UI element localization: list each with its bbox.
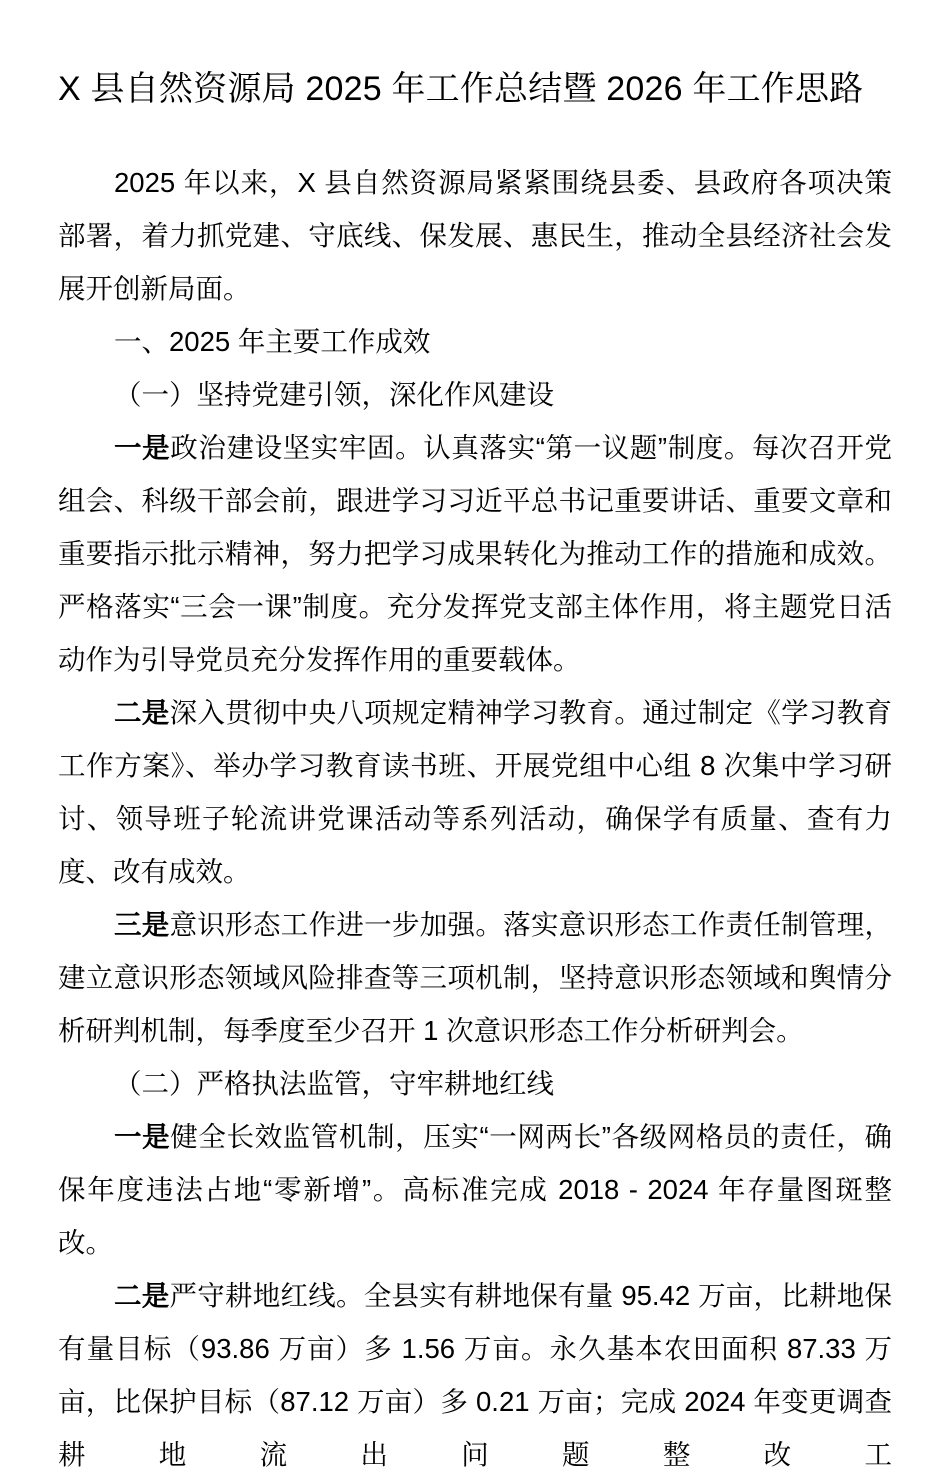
list-item-1-2-label: 二是 [114,697,170,728]
page-title: X 县自然资源局 2025 年工作总结暨 2026 年工作思路 [58,70,864,108]
list-item-2-1-label: 一是 [114,1121,171,1152]
list-item-2-2-text: 严守耕地红线。全县实有耕地保有量 95.42 万亩，比耕地保有量目标（93.86 万亩）多 1.56 万亩。永久基本农田面积 87.33 万亩，比保护目标（87.12 万亩）多 0.21 万亩；完成 2024 年变更调查耕地流出问题整改工 [58,1280,892,1470]
document-body [58,0,892,1481]
list-item-2-2 [58,1269,892,1481]
list-item-1-3-label: 三是 [114,909,170,940]
lead-paragraph: 2025 年以来，X 县自然资源局紧紧围绕县委、县政府各项决策部署，着力抓党建、守底线、保发展、惠民生，推动全县经济社会发展开创新局面。 [58,167,892,304]
section-heading-1: 一、2025 年主要工作成效 [114,326,431,357]
list-item-1-2 [58,686,892,898]
list-item-1-1-label: 一是 [114,432,171,463]
list-item-1-3 [58,898,892,1057]
list-item-2-2-label: 二是 [114,1280,170,1311]
list-item-1-2-text: 深入贯彻中央八项规定精神学习教育。通过制定《学习教育工作方案》、举办学习教育读书班、开展党组中心组 8 次集中学习研讨、领导班子轮流讲党课活动等系列活动，确保学有质量、查有力度、改有成效。 [58,697,892,887]
list-item-1-1 [58,421,892,686]
subsection-heading-1-1: （一）坚持党建引领，深化作风建设 [114,379,554,410]
subsection-heading-1-2: （二）严格执法监管，守牢耕地红线 [114,1068,554,1099]
list-item-2-1-text: 健全长效监管机制，压实“一网两长”各级网格员的责任，确保年度违法占地“零新增”。高标准完成 2018 - 2024 年存量图斑整改。 [58,1121,892,1258]
list-item-1-1-text: 政治建设坚实牢固。认真落实“第一议题”制度。每次召开党组会、科级干部会前，跟进学习习近平总书记重要讲话、重要文章和重要指示批示精神，努力把学习成果转化为推动工作的措施和成效。严格落实“三会一课”制度。充分发挥党支部主体作用，将主题党日活动作为引导党员充分发挥作用的重要载体。 [58,432,892,675]
list-item-1-3-text: 意识形态工作进一步加强。落实意识形态工作责任制管理，建立意识形态领域风险排查等三项机制，坚持意识形态领域和舆情分析研判机制，每季度至少召开 1 次意识形态工作分析研判会。 [58,909,892,1046]
list-item-2-1 [58,1110,892,1269]
